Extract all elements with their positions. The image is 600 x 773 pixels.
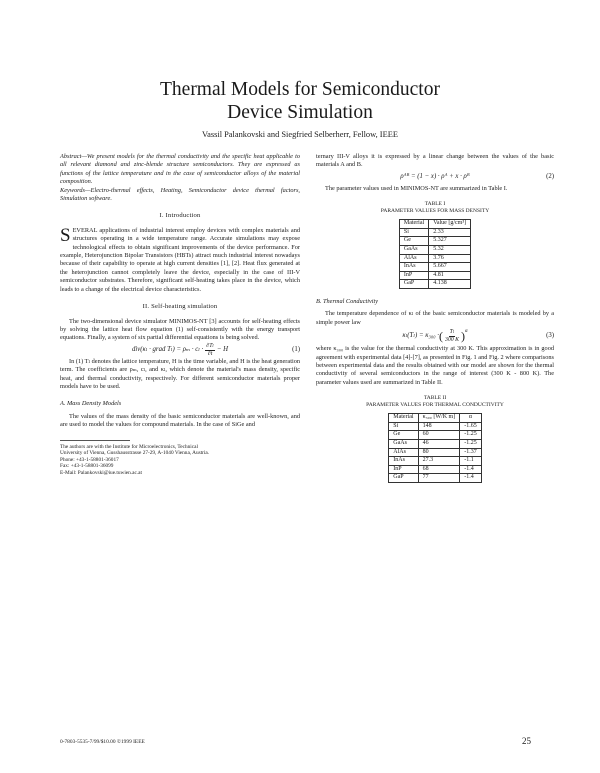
table-cell: 80 xyxy=(418,448,460,457)
table-cell: AlAs xyxy=(399,254,428,263)
table-cell: GaAs xyxy=(399,246,428,255)
eq3-exponent: α xyxy=(465,329,468,335)
table-cell: 5.327 xyxy=(429,237,471,246)
table-cell: 60 xyxy=(418,431,460,440)
mass-density-paragraph: The values of the mass density of the basic semiconductor materials are well-known, and are used to model the values for compound materials. In the case of SiGe and xyxy=(60,412,300,429)
paper-title xyxy=(0,78,600,124)
thermal-conductivity-paragraph-2: where κ₃₀₀ is the value for the thermal conductivity at 300 K. This approximation is in good agreement with experimental data [4]-[7], as presented in Fig. 1 and Fig. 2 where comparisons between experimental data and the results obtained with our model are shown for the thermal conductivity of several semiconductors in the range of interest (300 K - 800 K). The parameter values used are summarized in Table II. xyxy=(316,345,554,386)
table-cell: GaP xyxy=(399,280,428,289)
table-cell: 68 xyxy=(418,465,460,474)
table-row xyxy=(399,237,470,246)
table-row xyxy=(399,246,470,255)
section-heading-introduction: I. Introduction xyxy=(159,212,201,220)
keywords: Keywords—Electro-thermal effects, Heating, Semiconductor device thermal factors, Simulation software. xyxy=(60,186,300,203)
table-cell: -1.4 xyxy=(460,465,482,474)
table-row xyxy=(389,440,481,449)
table-cell: 27.3 xyxy=(418,457,460,466)
eq1-number: (1) xyxy=(292,346,300,354)
table-cell: InAs xyxy=(389,457,418,466)
eq3-number: (3) xyxy=(546,331,554,339)
eq3-fraction xyxy=(445,329,459,343)
equation-1 xyxy=(60,343,300,358)
table2-number: TABLE II xyxy=(423,395,447,402)
eq2-number: (2) xyxy=(546,173,554,181)
table-cell: Si xyxy=(399,228,428,237)
subsection-heading-mass-density: A. Mass Density Models xyxy=(60,400,122,408)
table-cell: InP xyxy=(389,465,418,474)
table1-caption xyxy=(316,201,554,215)
equation-3 xyxy=(316,327,554,345)
footnote-line: E-Mail: Palankovski@iue.tuwien.ac.at xyxy=(60,469,142,476)
table-row xyxy=(389,474,481,483)
self-heating-paragraph: The two-dimensional device simulator MINIMOS-NT [3] accounts for self-heating effects by solving the lattice heat flow equation (1) self-consistently with the energy transport equations. Finally, a system of six partial differential equations is being solved. xyxy=(60,317,300,342)
table-cell: Ge xyxy=(399,237,428,246)
page-number: 25 xyxy=(522,736,531,746)
eq1-rhs: − H xyxy=(216,346,229,354)
table-cell: 3.76 xyxy=(429,254,471,263)
title-line-1: Thermal Models for Semiconductor xyxy=(160,79,440,100)
table1-header: Value [g/cm³] xyxy=(429,220,471,229)
table1-reference: The parameter values used in MINIMOS-NT are summarized in Table I. xyxy=(325,184,508,192)
table-cell: Si xyxy=(389,422,418,431)
table-cell: 2.33 xyxy=(429,228,471,237)
section-heading-self-heating: II. Self-heating simulation xyxy=(142,303,218,311)
subsection-heading-thermal-conductivity: B. Thermal Conductivity xyxy=(316,297,379,305)
eq3-numerator: Tₗ xyxy=(449,329,455,336)
table-row xyxy=(399,228,470,237)
table2-header: Material xyxy=(389,414,418,423)
abstract: Abstract—We present models for the thermal conductivity and the specific heat applicable to all relevant diamond and zinc-blende structure semiconductors. They are expressed as functions of the lattice temperature and in the case of semiconductor alloys of the material composition. xyxy=(60,153,300,186)
table-row xyxy=(399,254,470,263)
table-row xyxy=(399,271,470,280)
table-cell: -1.37 xyxy=(460,448,482,457)
table-cell: -1.1 xyxy=(460,457,482,466)
table-cell: 5.32 xyxy=(429,246,471,255)
title-line-2: Device Simulation xyxy=(227,102,373,123)
table-cell: GaP xyxy=(389,474,418,483)
table-row xyxy=(399,263,470,272)
table-cell: -1.25 xyxy=(460,431,482,440)
table-cell: InAs xyxy=(399,263,428,272)
table1-title: PARAMETER VALUES FOR MASS DENSITY xyxy=(380,208,490,215)
table1-header: Material xyxy=(399,220,428,229)
table-row xyxy=(389,422,481,431)
table-cell: 4.138 xyxy=(429,280,471,289)
footnote-line: Phone: +43-1-58801-36017 xyxy=(60,456,119,463)
table-cell: 46 xyxy=(418,440,460,449)
table2-header: α xyxy=(460,414,482,423)
left-column xyxy=(60,153,300,477)
table-cell: InP xyxy=(399,271,428,280)
eq3-denominator: 300 K xyxy=(444,336,459,343)
table2-title: PARAMETER VALUES FOR THERMAL CONDUCTIVITY xyxy=(366,402,504,409)
table-thermal-conductivity xyxy=(388,413,481,483)
footnote xyxy=(60,444,300,477)
table-cell: -1.65 xyxy=(460,422,482,431)
table2-header: κ₃₀₀ [W/K m] xyxy=(418,414,460,423)
eq2-expression: ρᴬᴮ = (1 − x) · ρᴬ + x · ρᴮ xyxy=(400,173,470,181)
intro-paragraph xyxy=(60,224,300,294)
authors: Vassil Palankovski and Siegfried Selberherr, Fellow, IEEE xyxy=(202,130,398,139)
self-heating-paragraph-2: In (1) Tₗ denotes the lattice temperature, H is the time variable, and H is the heat generation term. The coefficients are ρₘ, cₗ, and κₗ, which denote the material's mass density, specific heat, and thermal conductivity, respectively. For different semiconductor materials proper models have to be used. xyxy=(60,357,300,390)
table-cell: 4.81 xyxy=(429,271,471,280)
table-row xyxy=(389,465,481,474)
table-mass-density xyxy=(399,219,471,289)
drop-cap: S xyxy=(60,224,71,246)
alloy-paragraph: ternary III-V alloys it is expressed by a linear change between the values of the basic materials A and B. xyxy=(316,153,554,169)
footnote-line: The authors are with the Institute for Microelectronics, Technical xyxy=(60,443,198,450)
table-row xyxy=(399,280,470,289)
equation-2 xyxy=(316,170,554,185)
table-cell: GaAs xyxy=(389,440,418,449)
eq3-right-paren: ) xyxy=(461,328,465,343)
eq3-left-paren: ( xyxy=(438,328,443,343)
copyright-code: 0-7803-5535-7/99/$10.00 ©1999 IEEE xyxy=(60,739,145,745)
table-row xyxy=(389,457,481,466)
eq3-lhs: κₗ(Tₗ) = κ₃₀₀ · xyxy=(402,331,439,339)
eq1-lhs: div(κₗ · grad Tₗ) = ρₘ · cₗ · xyxy=(131,346,204,354)
footnote-line: University of Vienna, Gusshausstrasse 27-29, A-1040 Vienna, Austria. xyxy=(60,450,210,457)
eq1-fraction xyxy=(205,343,215,357)
thermal-conductivity-paragraph: The temperature dependence of κₗ of the basic semiconductor materials is modeled by a simple power law xyxy=(316,310,554,326)
eq1-numerator: ∂Tₗ xyxy=(206,343,214,350)
table-cell: 5.667 xyxy=(429,263,471,272)
table-cell: 148 xyxy=(418,422,460,431)
table-cell: Ge xyxy=(389,431,418,440)
footnote-line: Fax: +43-1-58801-36099 xyxy=(60,463,114,470)
table-row xyxy=(389,431,481,440)
table-cell: AlAs xyxy=(389,448,418,457)
eq1-denominator: ∂t xyxy=(207,350,213,357)
intro-text: EVERAL applications of industrial interest employ devices with complex materials and structures operating in a wide temperature range. Accurate simulations may expose technological effects to obtain significant improvements of the device performance. For example, Heterojunction Bipolar Transistors (HBTs) attract much industrial interest nowadays because of their capability to operate at high current densities [1], [2]. Heat flux generated at the heterojunction cannot completely leave the device, especially in the case of III-V semiconductor substrates. Therefore, significant self-heating takes place in the device, which leads to a change of the electrical device characteristics. xyxy=(60,226,300,293)
table1-number: TABLE I xyxy=(424,201,446,208)
table-cell: -1.25 xyxy=(460,440,482,449)
table2-caption xyxy=(316,395,554,409)
table-cell: 77 xyxy=(418,474,460,483)
table-cell: -1.4 xyxy=(460,474,482,483)
table-row xyxy=(389,448,481,457)
right-column xyxy=(316,153,554,483)
